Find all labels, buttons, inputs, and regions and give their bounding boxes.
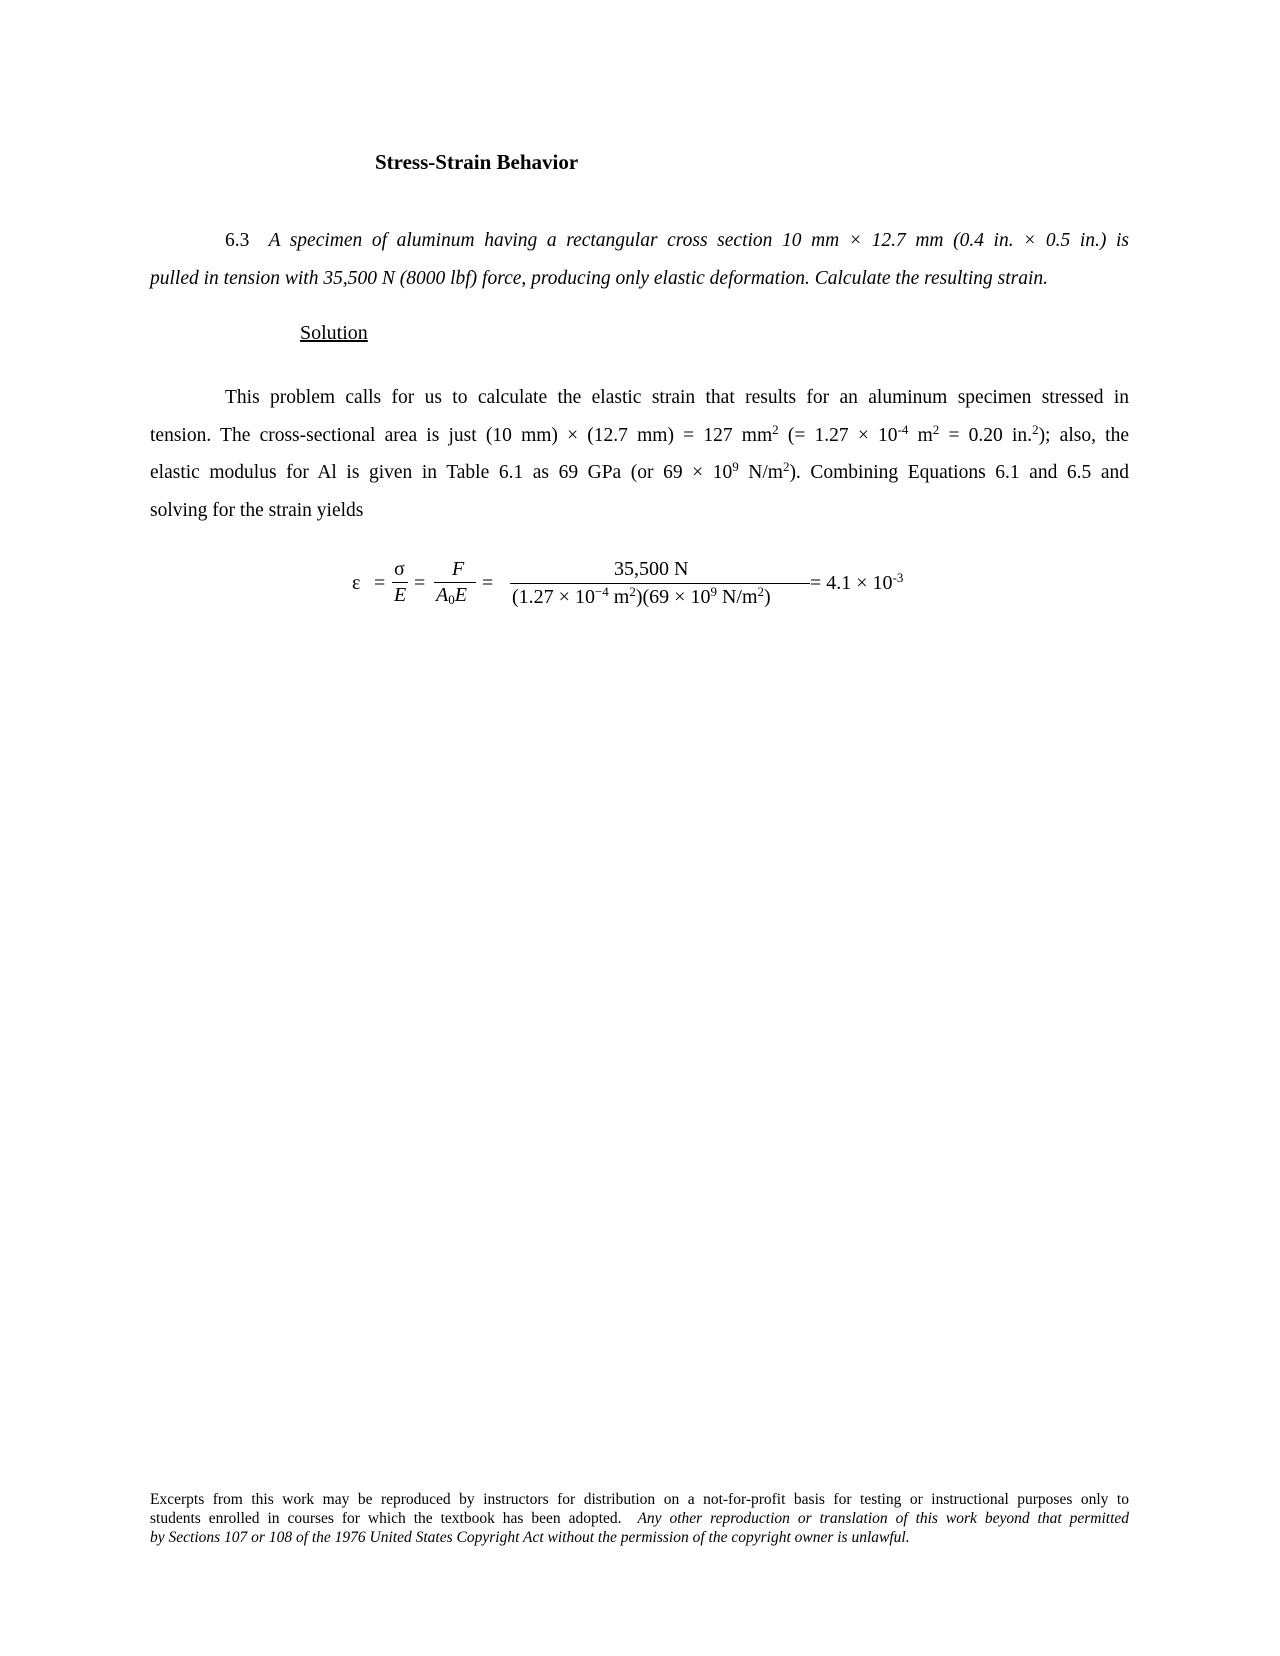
eq-result [810,572,903,595]
eq-sigma: σ [394,558,405,580]
body-text-2e: ); also, the [1038,424,1129,446]
footer-text-3: by Sections 107 or 108 of the 1976 United States Copyright Act without the permission of the copyright owner is unlawful. [150,1529,910,1546]
eq-equals-3: = [482,572,494,594]
section-heading: Stress-Strain Behavior [375,150,579,174]
eq-A: A [436,584,449,606]
eq-denominator [512,586,771,609]
eq-den-a: (1.27 × 10 [512,586,595,608]
problem-line-2: pulled in tension with 35,500 N (8000 lbf) force, producing only elastic deformation. Calculate the resulting strain. [150,267,1049,289]
eq-A0E [436,584,467,607]
body-text-3a: elastic modulus for Al is given in Table 6.1 as 69 GPa (or 69 × 10 [150,462,733,483]
eq-fraction-bar-3 [510,583,810,584]
sup-2a: 2 [772,421,779,437]
body-line-2 [150,417,1129,455]
sup-2c: 2 [1032,421,1039,437]
body-text-3c: ). Combining Equations 6.1 and 6.5 and [789,462,1129,483]
body-line-1: This problem calls for us to calculate the elastic strain that results for an aluminum specimen stressed in [225,387,1129,408]
solution-paragraph [150,379,1129,529]
eq-F: F [452,558,465,580]
footer-text-2b: Any other reproduction or translation of this work beyond that permitted [637,1510,1130,1527]
eq-E-1: E [394,584,407,606]
problem-line-1 [150,222,1129,260]
sup-neg4: -4 [897,421,909,437]
sup-9: 9 [732,459,739,474]
eq-den-e: ) [764,586,771,608]
problem-number: 6.3 [225,230,250,251]
body-text-2d: = 0.20 in. [939,424,1033,446]
eq-den-d: N/m [716,586,758,608]
eq-sub-0: 0 [448,592,455,607]
copyright-footer [150,1490,1129,1547]
eq-E-2: E [454,584,467,606]
eq-result-exp: -3 [892,570,904,585]
eq-den-b: m [608,586,630,608]
eq-den-c: )(69 × 10 [635,586,711,608]
eq-result-text: = 4.1 × 10 [810,572,893,594]
sup-2b: 2 [932,421,940,437]
eq-equals-2: = [414,572,426,594]
body-text-2c: m [908,424,933,446]
eq-den-exp9: 9 [710,584,717,599]
footer-line-2 [150,1509,1129,1528]
sup-2d: 2 [782,459,790,474]
body-line-3 [150,454,1129,492]
eq-den-sq-2: 2 [757,584,765,599]
footer-text-2a: students enrolled in courses for which the textbook has been adopted. [150,1510,622,1527]
footer-line-1: Excerpts from this work may be reproduced by instructors for distribution on a not-for-profit basis for testing or instructional purposes only to [150,1491,1129,1508]
body-text-2b: (= 1.27 × 10 [778,424,898,446]
body-line-4: solving for the strain yields [150,499,364,521]
eq-den-exp: −4 [594,584,609,599]
eq-numerator: 35,500 N [614,558,689,580]
strain-equation [352,560,932,620]
eq-epsilon: ε [352,572,361,594]
solution-label: Solution [300,322,368,344]
problem-statement [150,222,1129,297]
eq-den-sq-1: 2 [629,584,636,599]
eq-fraction-bar-1 [392,582,408,583]
footer-line-3 [150,1528,1129,1547]
eq-fraction-bar-2 [434,582,476,583]
problem-text-1: A specimen of aluminum having a rectangular cross section 10 mm × 12.7 mm (0.4 in. × 0.5 in.) is [268,230,1130,251]
body-text-3b: N/m [738,462,783,483]
body-text-2a: tension. The cross-sectional area is just (10 mm) × (12.7 mm) = 127 mm [150,424,773,446]
eq-equals-1: = [374,572,386,594]
